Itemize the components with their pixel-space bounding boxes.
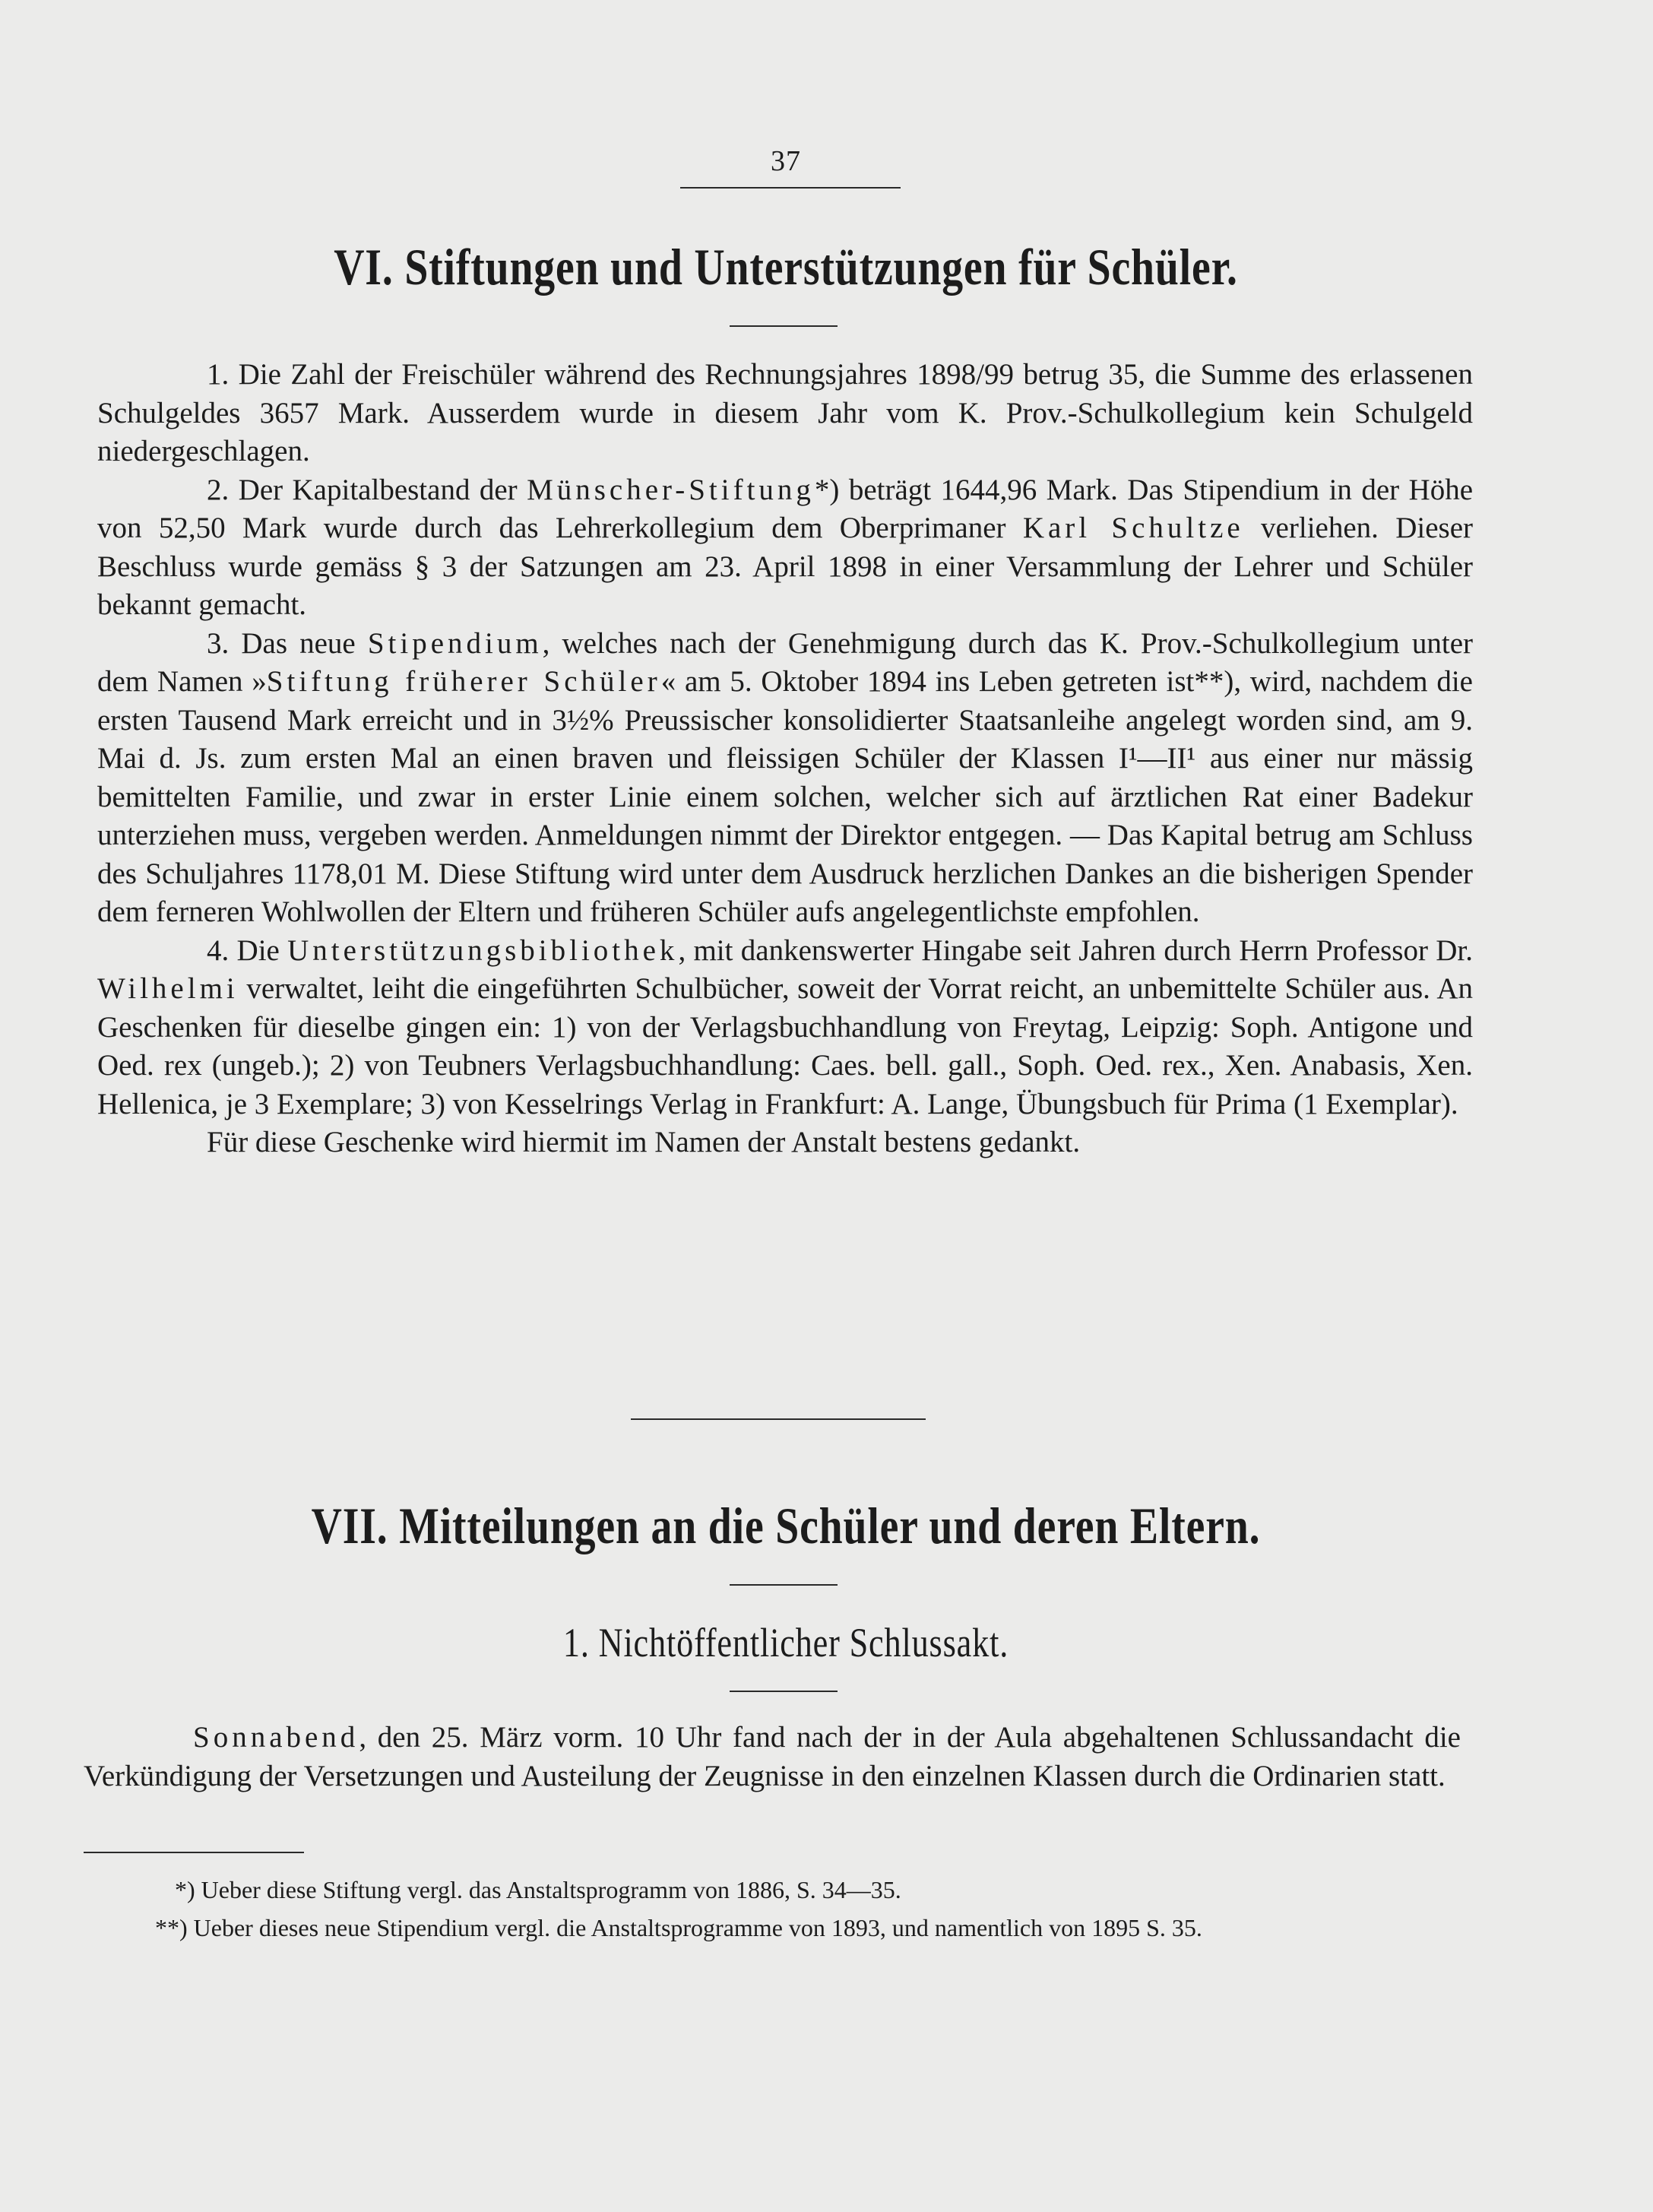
footnote-rule [84,1852,304,1853]
sonnabend-word: Sonnabend [193,1721,359,1754]
section-vii-subtitle: 1. Nichtöffentlicher Schlussakt. [562,1620,1009,1665]
page-number: 37 [771,145,801,177]
footnote-1: *) Ueber diese Stiftung vergl. das Anstaltsprogramm von 1886, S. 34—35. [175,1876,901,1903]
paragraph-3-text-b: , welches nach der Genehmigung durch das K. Prov.-Schulkollegium unter dem Namen » [97,626,1473,698]
section-vii-title-rule [730,1584,838,1586]
footnote-2: **) Ueber dieses neue Stipendium vergl. die Anstaltsprogramme von 1893, und namentlich von 1895 S. 35. [155,1914,1202,1941]
paragraph-2-text-a: 2. Der Kapitalbestand der [207,473,527,506]
section-vi-body [97,356,1473,1162]
stipendium-word: Stipendium [367,626,543,660]
section-vii-body [84,1719,1461,1795]
paragraph-4-text-b: , mit dankenswerter Hingabe seit Jahren durch Herrn Professor Dr. [678,933,1474,967]
paragraph-2-text-c: verliehen. Dieser Beschluss wurde gemäss § 3 der Satzungen am 23. April 1898 in einer Versammlung der Lehrer und Schüler bekannt gemacht. [97,512,1474,621]
paragraph-4 [97,932,1473,1124]
wilhelmi-name: Wilhelmi [97,972,239,1005]
stiftung-frueherer-schueler-name: Stiftung früherer Schüler [266,665,661,698]
schlussakt-paragraph [84,1719,1461,1795]
footnotes [155,1871,1482,1947]
paragraph-3-text-a: 3. Das neue [207,626,368,660]
paragraph-3-text-c: « am 5. Oktober 1894 ins Leben getreten ist**), wird, nachdem die ersten Tausend Mark erreicht und in 3½% Preussischer konsolidierter Staatsanleihe angelegt worden sind, am 9. Mai d. Js. zum ersten Mal an einen braven und fleissigen Schüler der Klassen I¹—II¹ aus einer nur mässig bemittelten Familie, und zwar in erster Linie einem solchen, welcher sich auf ärztlichen Rat einer Badekur unterziehen muss, vergeben werden. Anmeldungen nimmt der Direktor entgegen. — Das Kapital betrug am Schluss des Schuljahres 1178,01 M. Diese Stiftung wird unter dem Ausdruck herzlichen Dankes an die bisherigen Spender dem ferneren Wohlwollen der Eltern und früheren Schüler aufs angelegentlichste empfohlen. [97,665,1473,928]
unterstuetzungsbibliothek-name: Unterstützungsbibliothek [287,933,679,967]
section-vi-title-rule [730,325,838,327]
karl-schultze-name: Karl Schultze [1022,512,1244,544]
muenscher-stiftung-name: Münscher-Stiftung [527,473,815,506]
paragraph-4-text-a: 4. Die [207,933,288,967]
schlussakt-text: , den 25. März vorm. 10 Uhr fand nach der in der Aula abgehaltenen Schlussandacht die Verkündigung der Versetzungen und Austeilung der Zeugnisse in den einzelnen Klassen durch die Ordinarien statt. [84,1721,1461,1792]
paragraph-5: Für diese Geschenke wird hiermit im Namen der Anstalt bestens gedankt. [207,1126,1081,1158]
page-number-rule [680,187,901,189]
section-divider-rule [631,1418,926,1420]
paragraph-1: 1. Die Zahl der Freischüler während des Rechnungsjahres 1898/99 betrug 35, die Summe des erlassenen Schulgeldes 3657 Mark. Ausserdem wurde in diesem Jahr vom K. Prov.-Schulkollegium kein Schulgeld niedergeschlagen. [97,358,1473,467]
section-vi-title: VI. Stiftungen und Unterstützungen für Schüler. [334,238,1238,296]
paragraph-4-text-c: verwaltet, leiht die eingeführten Schulbücher, soweit der Vorrat reicht, an unbemittelte Schüler aus. An Geschenken für dieselbe gingen ein: 1) von der Verlagsbuchhandlung von Freytag, Leipzig: Soph. Antigone und Oed. rex (ungeb.); 2) von Teubners Verlagsbuchhandlung: Caes. bell. gall., Soph. Oed. rex., Xen. Anabasis, Xen. Hellenica, je 3 Exemplare; 3) von Kesselrings Verlag in Frankfurt: A. Lange, Übungsbuch für Prima (1 Exemplar). [97,972,1473,1120]
paragraph-2 [97,471,1473,625]
section-vii-subtitle-rule [730,1691,838,1692]
paragraph-3 [97,625,1473,932]
section-vii-title: VII. Mitteilungen an die Schüler und deren Eltern. [311,1497,1261,1554]
paragraph-2-text-b: *) beträgt 1644,96 Mark. Das Stipendium in der Höhe von 52,50 Mark wurde durch das Lehrerkollegium dem Oberprimaner [97,473,1474,544]
